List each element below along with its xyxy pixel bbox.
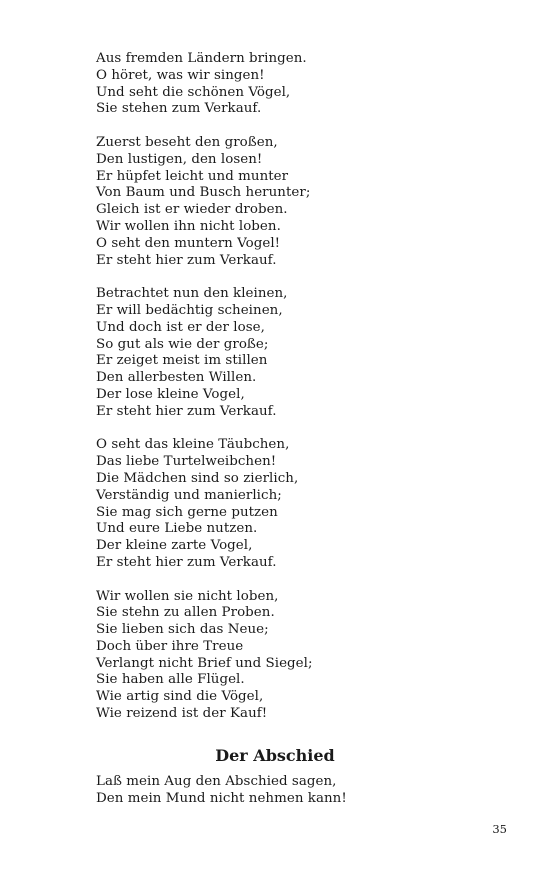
- verse-line: O seht das kleine Täubchen,: [96, 437, 290, 453]
- verse-line: Sie stehen zum Verkauf.: [96, 101, 262, 117]
- verse-line: Das liebe Turtelweibchen!: [96, 454, 277, 470]
- verse-line: Zuerst beseht den großen,: [96, 134, 278, 150]
- stanza-1: [96, 51, 496, 118]
- stanza-2: [96, 135, 496, 269]
- verse-line: Und doch ist er der lose,: [96, 319, 265, 335]
- verse-line: Wie reizend ist der Kauf!: [96, 706, 268, 722]
- verse-line: Wie artig sind die Vögel,: [96, 689, 264, 705]
- verse-line: Den lustigen, den losen!: [96, 151, 263, 167]
- verse-line: Und seht die schönen Vögel,: [96, 84, 291, 100]
- verse-line: Er zeiget meist im stillen: [96, 353, 268, 369]
- stanza-4: [96, 437, 496, 571]
- verse-line: Und eure Liebe nutzen.: [96, 521, 258, 537]
- stanza-3: [96, 286, 496, 420]
- verse-line: Sie stehn zu allen Proben.: [96, 605, 275, 621]
- verse-line: Er steht hier zum Verkauf.: [96, 252, 277, 268]
- verse-line: Er hüpfet leicht und munter: [96, 168, 289, 184]
- verse-line: Wir wollen sie nicht loben,: [96, 588, 279, 604]
- verse-line: Sie lieben sich das Neue;: [96, 622, 269, 638]
- poem-body: [96, 51, 496, 723]
- stanza-5: [96, 589, 496, 723]
- verse-line: Verständig und manierlich;: [96, 487, 282, 503]
- verse-line: Aus fremden Ländern bringen.: [96, 51, 307, 66]
- next-poem-body: [96, 774, 496, 808]
- verse-line: Den mein Mund nicht nehmen kann!: [96, 790, 347, 806]
- verse-line: Laß mein Aug den Abschied sagen,: [96, 774, 337, 789]
- verse-line: Doch über ihre Treue: [96, 638, 244, 654]
- verse-line: Wir wollen ihn nicht loben.: [96, 218, 281, 234]
- poem-title: Der Abschied: [215, 746, 335, 765]
- verse-line: Von Baum und Busch herunter;: [96, 185, 311, 201]
- page-number: 35: [492, 822, 507, 836]
- verse-line: Die Mädchen sind so zierlich,: [96, 470, 299, 486]
- verse-line: Er will bedächtig scheinen,: [96, 302, 283, 318]
- verse-line: So gut als wie der große;: [96, 336, 269, 352]
- verse-line: Betrachtet nun den kleinen,: [96, 286, 288, 302]
- verse-line: Gleich ist er wieder droben.: [96, 202, 288, 218]
- verse-line: Er steht hier zum Verkauf.: [96, 554, 277, 570]
- verse-line: Verlangt nicht Brief und Siegel;: [96, 655, 313, 671]
- verse-line: O seht den muntern Vogel!: [96, 235, 281, 251]
- verse-line: Sie mag sich gerne putzen: [96, 504, 278, 520]
- verse-line: Sie haben alle Flügel.: [96, 672, 245, 688]
- verse-line: Er steht hier zum Verkauf.: [96, 403, 277, 419]
- verse-line: Der kleine zarte Vogel,: [96, 538, 253, 554]
- verse-line: O höret, was wir singen!: [96, 67, 265, 83]
- verse-line: Der lose kleine Vogel,: [96, 386, 245, 402]
- verse-line: Den allerbesten Willen.: [96, 370, 257, 386]
